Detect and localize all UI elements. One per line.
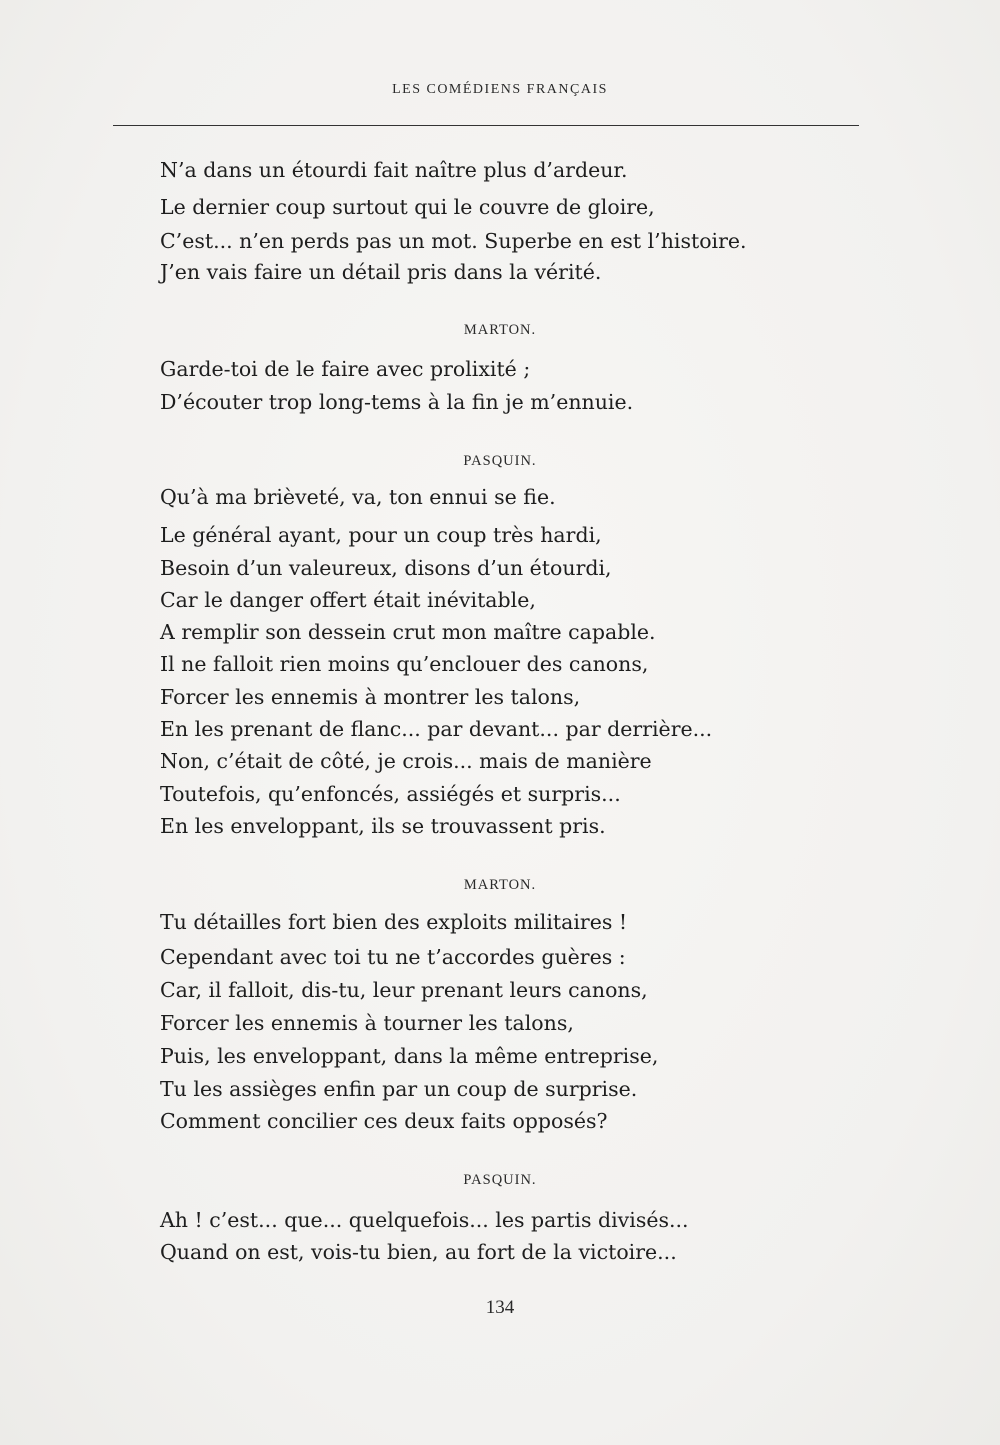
verse-line: En les enveloppant, ils se trouvassent pris. [160, 814, 606, 838]
speaker-name: MARTON. [463, 877, 537, 893]
verse-line: Qu’à ma brièveté, va, ton ennui se fie. [160, 485, 556, 509]
verse-line: Ah ! c’est... que... quelquefois... les partis divisés... [160, 1208, 689, 1232]
verse-line: Non, c’était de côté, je crois... mais de manière [160, 749, 652, 773]
verse-line: Quand on est, vois-tu bien, au fort de la victoire... [160, 1240, 677, 1264]
verse-line: D’écouter trop long-tems à la fin je m’ennuie. [160, 390, 634, 414]
verse-line: Car le danger offert était inévitable, [160, 588, 536, 612]
verse-line: Le général ayant, pour un coup très hardi, [160, 523, 602, 547]
verse-line: A remplir son dessein crut mon maître capable. [160, 620, 656, 644]
header-rule [113, 125, 859, 126]
verse-line: Puis, les enveloppant, dans la même entreprise, [160, 1044, 659, 1068]
verse-line: C’est... n’en perds pas un mot. Superbe en est l’histoire. [160, 229, 747, 253]
verse-line: Le dernier coup surtout qui le couvre de gloire, [160, 195, 655, 219]
verse-line: Cependant avec toi tu ne t’accordes guères : [160, 945, 626, 969]
verse-line: Forcer les ennemis à montrer les talons, [160, 685, 581, 709]
verse-line: En les prenant de flanc... par devant... par derrière... [160, 717, 713, 741]
verse-line: Car, il falloit, dis-tu, leur prenant leurs canons, [160, 978, 648, 1002]
verse-line: Il ne falloit rien moins qu’enclouer des canons, [160, 652, 649, 676]
page-number: 134 [485, 1297, 515, 1318]
verse-line: Garde-toi de le faire avec prolixité ; [160, 357, 531, 381]
verse-line: J’en vais faire un détail pris dans la vérité. [160, 260, 602, 284]
verse-line: Tu les assièges enfin par un coup de surprise. [160, 1077, 638, 1101]
verse-line: Toutefois, qu’enfoncés, assiégés et surpris... [160, 782, 621, 806]
running-title: LES COMÉDIENS FRANÇAIS [392, 82, 608, 97]
verse-line: Comment concilier ces deux faits opposés? [160, 1109, 608, 1133]
verse-line: Tu détailles fort bien des exploits militaires ! [160, 910, 628, 934]
verse-line: Forcer les ennemis à tourner les talons, [160, 1011, 574, 1035]
verse-line: N’a dans un étourdi fait naître plus d’ardeur. [160, 158, 628, 182]
speaker-name: MARTON. [463, 322, 537, 338]
verse-line: Besoin d’un valeureux, disons d’un étourdi, [160, 556, 612, 580]
speaker-name: PASQUIN. [463, 1172, 537, 1188]
speaker-name: PASQUIN. [463, 453, 537, 469]
